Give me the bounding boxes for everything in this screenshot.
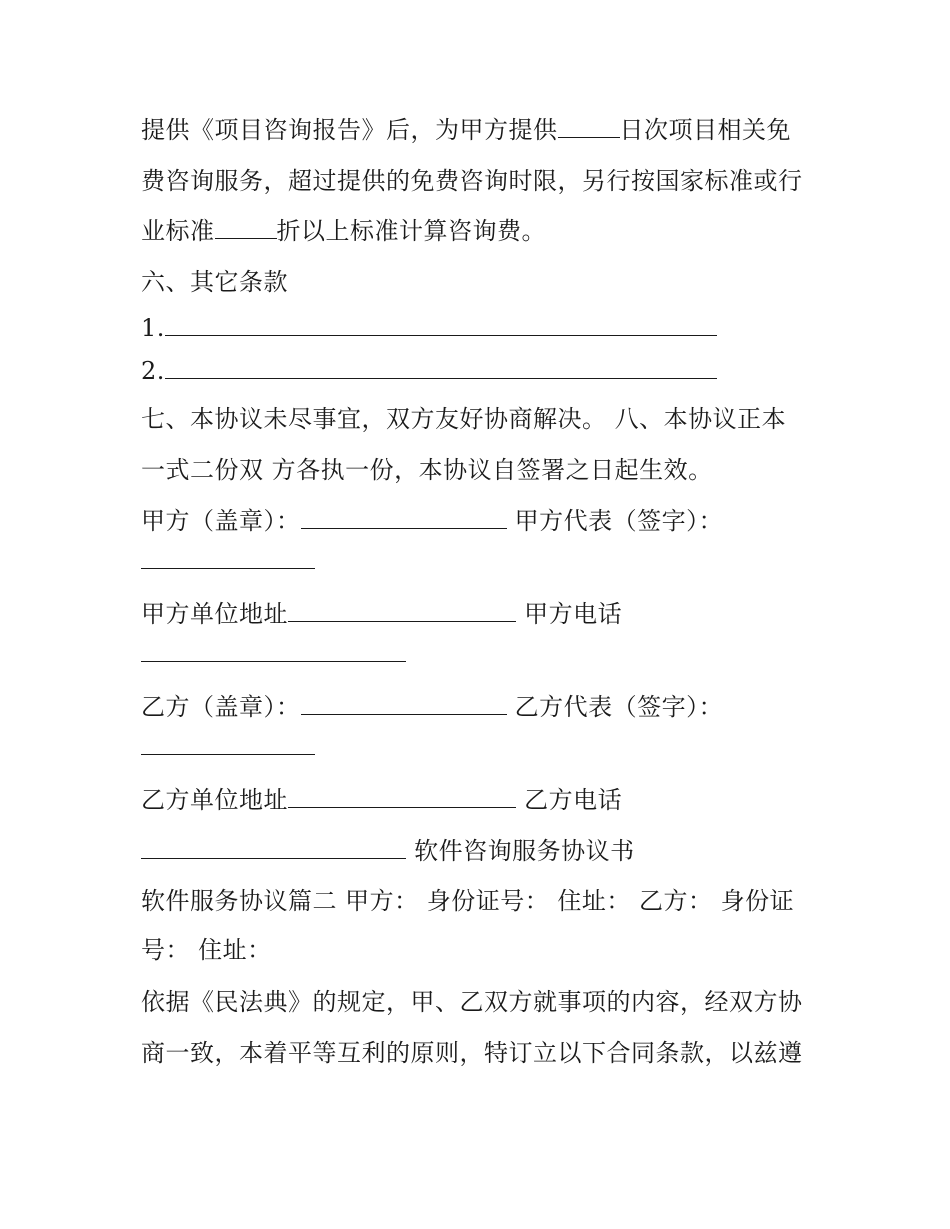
label: 乙方单位地址 (141, 786, 288, 814)
clause-item (141, 356, 717, 386)
fill-blank (215, 216, 277, 239)
label: 甲方单位地址 (141, 600, 288, 628)
signature-line (141, 692, 723, 722)
paragraph-line: 费咨询服务，超过提供的免费咨询时限，另行按国家标准或行 (141, 167, 803, 195)
document-title: 软件咨询服务协议书 (414, 837, 635, 865)
signature-line (141, 599, 622, 629)
fill-blank (288, 599, 516, 622)
text-segment: 业标准 (141, 217, 215, 245)
section-title: 六、其它条款 (141, 268, 288, 296)
signature-line (141, 732, 315, 762)
paragraph-line: 号： 住址： (141, 936, 272, 964)
signature-line (141, 785, 622, 815)
label: 甲方代表（签字）： (514, 507, 724, 535)
label: 乙方电话 (524, 786, 623, 814)
paragraph-line (141, 216, 546, 246)
signature-line (141, 639, 406, 669)
clause-item (141, 313, 717, 343)
item-number: 1. (141, 314, 165, 342)
label: 乙方代表（签字）： (514, 693, 724, 721)
signature-line (141, 546, 315, 576)
paragraph-line: 商一致，本着平等互利的原则，特订立以下合同条款，以兹遵 (141, 1039, 803, 1067)
signature-line (141, 836, 635, 866)
fill-blank (301, 692, 507, 715)
label: 甲方（盖章）： (141, 507, 301, 535)
paragraph-line: 软件服务协议篇二 甲方： 身份证号： 住址： 乙方： 身份证 (141, 887, 795, 915)
fill-blank (558, 115, 620, 138)
paragraph-line: 一式二份双 方各执一份，本协议自签署之日起生效。 (141, 456, 713, 484)
fill-blank (288, 785, 516, 808)
fill-blank (165, 356, 717, 379)
item-number: 2. (141, 357, 165, 385)
paragraph-line (141, 115, 791, 145)
text-segment: 折以上标准计算咨询费。 (276, 217, 546, 245)
fill-blank (141, 546, 315, 569)
label: 乙方（盖章）： (141, 693, 301, 721)
paragraph-line: 依据《民法典》的规定，甲、乙双方就事项的内容，经双方协 (141, 988, 803, 1016)
fill-blank (141, 639, 406, 662)
text-segment: 提供《项目咨询报告》后，为甲方提供 (141, 116, 558, 144)
fill-blank (141, 836, 406, 859)
label: 甲方电话 (524, 600, 623, 628)
signature-line (141, 506, 723, 536)
text-segment: 日次项目相关免 (619, 116, 791, 144)
paragraph-line: 七、本协议未尽事宜，双方友好协商解决。 八、本协议正本 (141, 405, 787, 433)
fill-blank (141, 732, 315, 755)
fill-blank (165, 313, 717, 336)
fill-blank (301, 506, 507, 529)
